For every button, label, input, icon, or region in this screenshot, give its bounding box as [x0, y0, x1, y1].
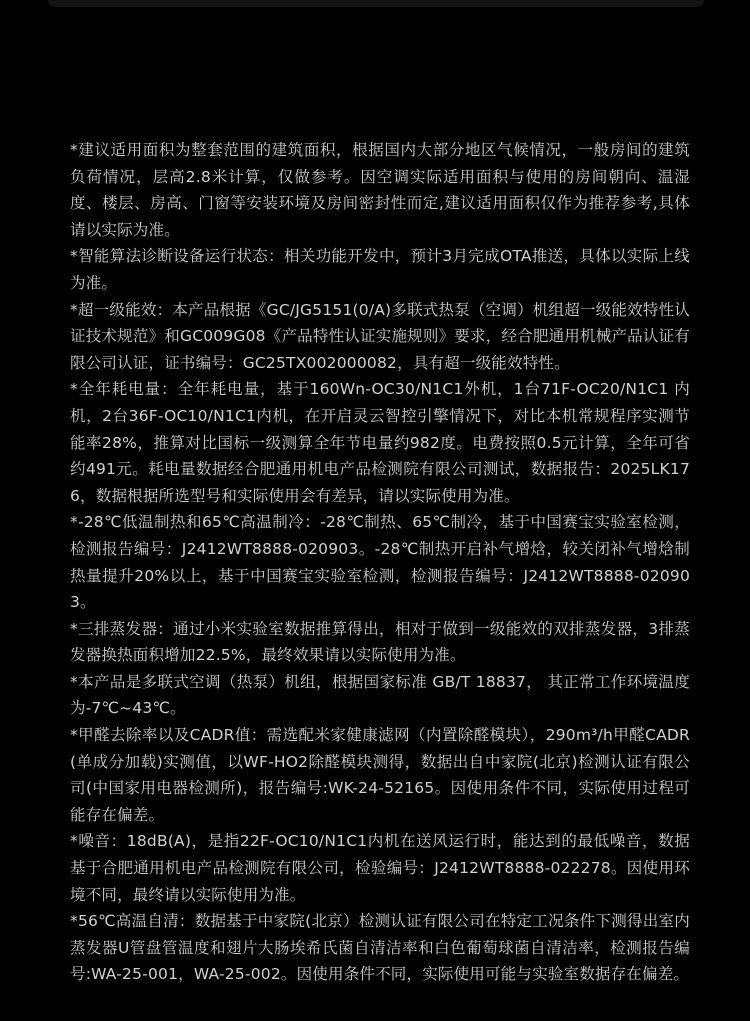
- note-self-cleaning: *56℃高温自清：数据基于中家院(北京）检测认证有限公司在特定工况条件下测得出室内蒸发器U管盘管温度和翅片大肠埃希氏菌自清洁率和白色葡萄球菌自清洁率，检测报告编号:WA-25-001，WA-25-002。因使用条件不同，实际使用可能与实验室数据存在偏差。: [70, 912, 690, 984]
- note-three-row-evaporator: *三排蒸发器：通过小米实验室数据推算得出，相对于做到一级能效的双排蒸发器，3排蒸发器换热面积增加22.5%，最终效果请以实际使用为准。: [70, 619, 690, 665]
- note-noise: *噪音：18dB(A)，是指22F-OC10/N1C1内机在送风运行时，能达到的最低噪音，数据基于合肥通用机电产品检测院有限公司，检验编号：J2412WT8888-022278。因使用环境不同，最终请以实际使用为准。: [70, 832, 690, 904]
- disclaimer-notes: [70, 137, 690, 988]
- note-low-high-temperature: *-28℃低温制热和65℃高温制冷：-28℃制热、65℃制冷，基于中国赛宝实验室检测，检测报告编号：J2412WT8888-020903。-28℃制热开启补气增焓，较关闭补气增焓制热量提升20%以上，基于中国赛宝实验室检测，检测报告编号：J2412WT8888-020903。: [70, 513, 690, 612]
- note-applicable-area: *建议适用面积为整套范围的建筑面积，根据国内大部分地区气候情况，一般房间的建筑负荷情况，层高2.8米计算，仅做参考。因空调实际适用面积与使用的房间朝向、温湿度、楼层、房高、门窗等安装环境及房间密封性而定,建议适用面积仅作为推荐参考,具体请以实际为准。: [70, 141, 690, 239]
- note-operating-temperature: *本产品是多联式空调（热泵）机组，根据国家标准 GB/T 18837， 其正常工作环境温度为-7℃~43℃。: [70, 672, 690, 718]
- top-panel-edge: [48, 0, 704, 7]
- note-smart-algorithm: *智能算法诊断设备运行状态：相关功能开发中，预计3月完成OTA推送，具体以实际上线为准。: [70, 247, 690, 292]
- note-energy-efficiency: *超一级能效：本产品根据《GC/JG5151(0/A)多联式热泵（空调）机组超一级能效特性认证技术规范》和GC009G08《产品特性认证实施规则》要求，经合肥通用机械产品认证有限公司认证，证书编号：GC25TX002000082，具有超一级能效特性。: [70, 300, 690, 372]
- note-annual-power-consumption: *全年耗电量：全年耗电量，基于160Wn-OC30/N1C1外机，1台71F-OC20/N1C1 内机，2台36F-OC10/N1C1内机，在开启灵云智控引擎情况下，对比本机常规程序实测节能率28%，推算对比国标一级测算全年节电量约982度。电费按照0.5元计算，全年可省约491元。耗电量数据经合肥通用机电产品检测院有限公司测试，数据报告：2025LK176，数据根据所选型号和实际使用会有差异，请以实际使用为准。: [70, 380, 690, 505]
- note-formaldehyde-cadr: *甲醛去除率以及CADR值：需选配米家健康滤网（内置除醛模块），290m³/h甲醛CADR(单成分加载)实测值，以WF-HO2除醛模块测得，数据出自中家院(北京)检测认证有限公司(中国家用电器检测所)，报告编号:WK-24-52165。因使用条件不同，实际使用过程可能存在偏差。: [70, 726, 690, 824]
